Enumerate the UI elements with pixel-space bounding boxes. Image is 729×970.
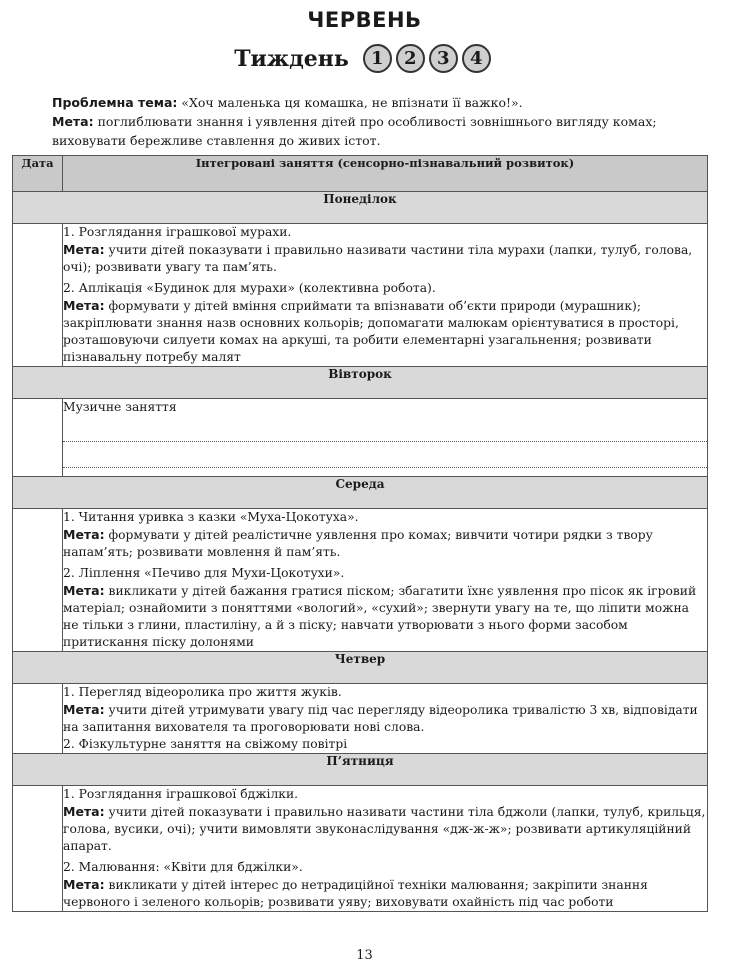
day-row-friday <box>13 754 708 786</box>
activity-item <box>63 859 707 911</box>
activity-item <box>63 280 707 366</box>
week-number-3: 3 <box>429 44 458 73</box>
table-header-row <box>13 156 708 192</box>
intro-goal-text: поглиблювати знання і уявлення дітей про особливості зовнішнього вигляду комах; виховувати бережливе ставлення до живих істот. <box>52 114 657 148</box>
activities-cell <box>63 509 708 652</box>
dotted-line <box>63 416 707 442</box>
intro-goal <box>12 112 712 150</box>
dotted-line <box>63 442 707 468</box>
activity-goal-text: учити дітей утримувати увагу під час перегляду відеоролика тривалістю 3 хв, відповідати на запитання вихователя та проговорювати нові слова. <box>63 703 698 734</box>
date-cell <box>13 509 63 652</box>
day-header-friday: П’ятниця <box>13 754 708 786</box>
page-title: ЧЕРВЕНЬ <box>307 8 422 32</box>
activity-title: 2. Фізкультурне заняття на свіжому повітрі <box>63 737 348 751</box>
content-row-thursday <box>13 684 708 754</box>
activity-title: 2. Аплікація «Будинок для мурахи» (колективна робота). <box>63 281 436 295</box>
activity-goal-text: учити дітей показувати і правильно називати частини тіла бджоли (лапки, тулуб, крильця, голова, вусики, очі); учити вимовляти звуконаслідування «дж-ж-ж»; розвивати артикуляційний апарат. <box>63 805 706 853</box>
day-row-tuesday <box>13 367 708 399</box>
week-label: Тиждень <box>234 45 349 72</box>
content-row-friday <box>13 786 708 912</box>
activity-goal-label: Мета: <box>63 298 105 313</box>
activity-goal <box>63 297 707 366</box>
weekly-plan-table <box>12 155 708 912</box>
problem-theme <box>12 93 712 112</box>
day-header-thursday: Четвер <box>13 652 708 684</box>
activity-goal <box>63 803 707 855</box>
activity-goal <box>63 526 707 561</box>
week-number-2: 2 <box>396 44 425 73</box>
activity-goal <box>63 701 707 736</box>
day-row-monday <box>13 192 708 224</box>
activity-goal-text: формувати у дітей вміння сприймати та впізнавати об’єкти природи (мурашник); закріплювати знання назв основних кольорів; допомагати малюкам орієнтуватися в просторі, розташовуючи силуети комах на аркуші, та робити елементарні узагальнення; розвивати пізнавальну потребу малят <box>63 299 679 364</box>
activity-item <box>63 786 707 855</box>
activity-item <box>63 224 707 276</box>
column-header-activities: Інтегровані заняття (сенсорно-пізнавальний розвиток) <box>63 156 708 192</box>
date-cell <box>13 399 63 477</box>
activity-title: 2. Ліплення «Печиво для Мухи-Цокотухи». <box>63 566 345 580</box>
activity-title: 2. Малювання: «Квіти для бджілки». <box>63 860 303 874</box>
activity-goal-label: Мета: <box>63 527 105 542</box>
date-cell <box>13 684 63 754</box>
date-cell <box>13 786 63 912</box>
activities-cell <box>63 224 708 367</box>
week-number-1: 1 <box>363 44 392 73</box>
activity-title: 1. Читання уривка з казки «Муха-Цокотуха». <box>63 510 359 524</box>
day-row-wednesday <box>13 477 708 509</box>
activities-cell <box>63 399 708 477</box>
day-row-thursday <box>13 652 708 684</box>
activity-goal-label: Мета: <box>63 702 105 717</box>
activity-item <box>63 509 707 561</box>
activities-cell <box>63 684 708 754</box>
activity-goal <box>63 876 707 911</box>
page-number: 13 <box>356 948 373 963</box>
activity-goal-text: викликати у дітей бажання гратися піском; збагатити їхнє уявлення про пісок як ігровий матеріал; ознайомити з поняттями «вологий», «сухий»; звернути увагу на те, що ліпити можна не тільки з глини, пластиліну, а й з піску; навчати утворювати з нього форми засобом притискання піску долонями <box>63 584 697 649</box>
intro-goal-label: Мета: <box>52 114 94 129</box>
activity-title: 1. Розглядання іграшкової мурахи. <box>63 225 292 239</box>
date-cell <box>13 224 63 367</box>
activity-title: 1. Розглядання іграшкової бджілки. <box>63 787 299 801</box>
activity-goal-text: викликати у дітей інтерес до нетрадиційної техніки малювання; закріпити знання червоного і зеленого кольорів; розвивати уяву; виховувати охайність під час роботи <box>63 878 648 909</box>
activity-goal-label: Мета: <box>63 804 105 819</box>
intro-section <box>12 93 712 150</box>
activity-goal <box>63 582 707 651</box>
activity-item <box>63 684 707 736</box>
problem-theme-label: Проблемна тема: <box>52 95 178 110</box>
week-number-4: 4 <box>462 44 491 73</box>
day-header-tuesday: Вівторок <box>13 367 708 399</box>
activity-goal-text: формувати у дітей реалістичне уявлення про комах; вивчити чотири рядки з твору напам’ять; розвивати мовлення й пам’ять. <box>63 528 653 559</box>
activities-cell <box>63 786 708 912</box>
activity-title: 1. Перегляд відеоролика про життя жуків. <box>63 685 342 699</box>
week-selector <box>0 44 729 73</box>
content-row-monday <box>13 224 708 367</box>
activity-title: Музичне заняття <box>63 400 177 414</box>
content-row-tuesday <box>13 399 708 477</box>
activity-goal-label: Мета: <box>63 242 105 257</box>
column-header-date: Дата <box>13 156 63 192</box>
activity-item <box>63 565 707 651</box>
activity-goal-label: Мета: <box>63 583 105 598</box>
day-header-wednesday: Середа <box>13 477 708 509</box>
content-row-wednesday <box>13 509 708 652</box>
activity-item <box>63 736 707 753</box>
day-header-monday: Понеділок <box>13 192 708 224</box>
activity-goal-text: учити дітей показувати і правильно називати частини тіла мурахи (лапки, тулуб, голова, очі); розвивати увагу та пам’ять. <box>63 243 693 274</box>
activity-goal <box>63 241 707 276</box>
problem-theme-text: «Хоч маленька ця комашка, не впізнати її важко!». <box>177 95 523 110</box>
activity-goal-label: Мета: <box>63 877 105 892</box>
